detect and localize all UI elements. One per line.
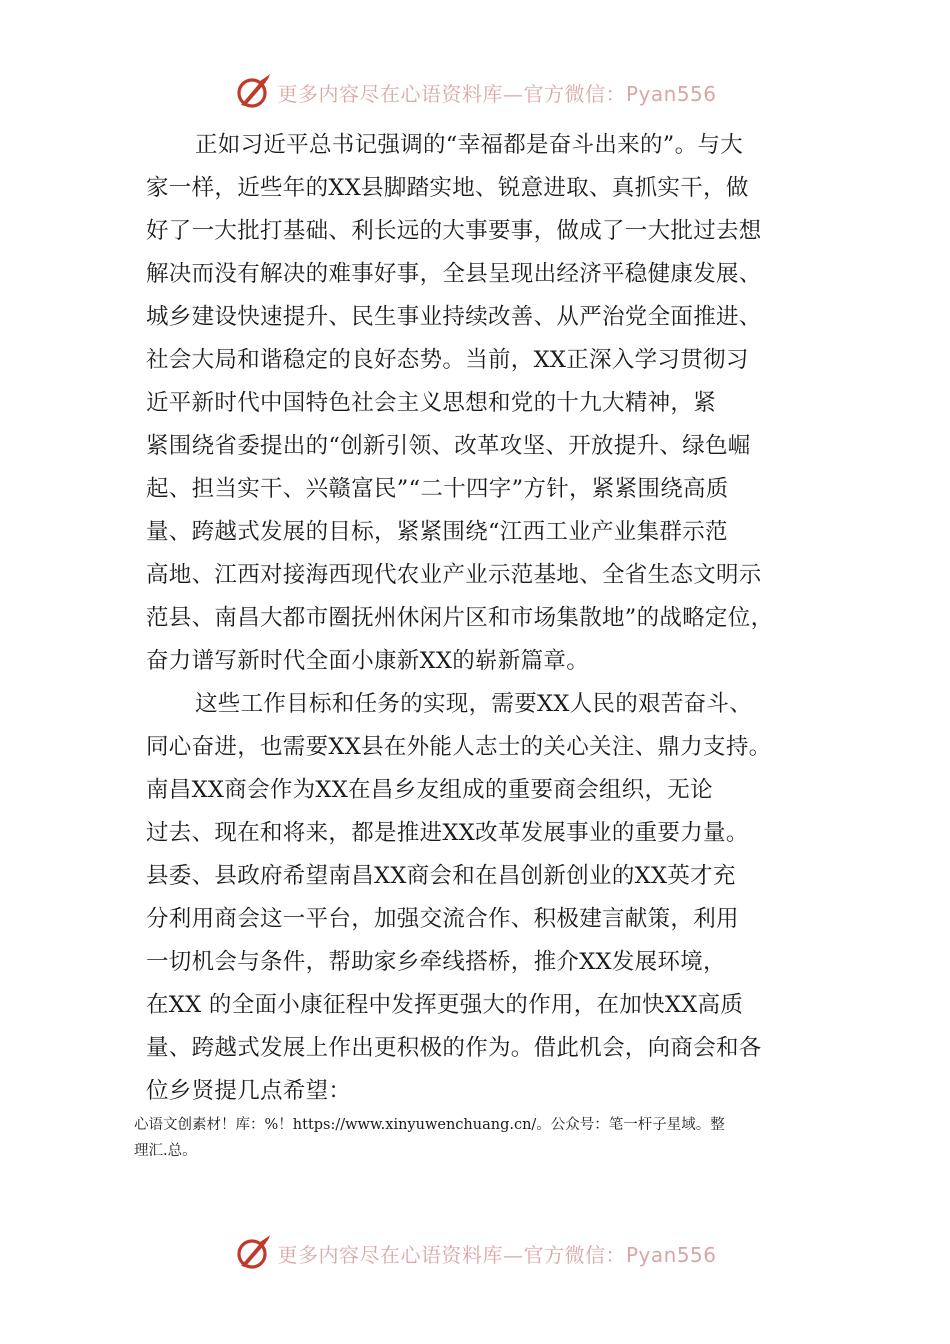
paragraph-line: 高地、江西对接海西现代农业产业示范基地、全省生态文明示 xyxy=(146,562,762,588)
paragraph-line: 家一样，近些年的XX县脚踏实地、锐意进取、真抓实干，做 xyxy=(146,175,749,201)
paragraph-line: 好了一大批打基础、利长远的大事要事，做成了一大批过去想 xyxy=(146,218,762,244)
paragraph-line: 这些工作目标和任务的实现，需要XX人民的艰苦奋斗、 xyxy=(195,691,753,717)
paragraph-line: 过去、现在和将来，都是推进XX改革发展事业的重要力量。 xyxy=(146,820,749,846)
paragraph-line: 量、跨越式发展的目标，紧紧围绕“江西工业产业集群示范 xyxy=(146,519,728,545)
paragraph-line: 位乡贤提几点希望： xyxy=(146,1078,352,1104)
paragraph-line: 紧围绕省委提出的“创新引领、改革攻坚、开放提升、绿色崛 xyxy=(146,433,751,459)
paragraph-line: 范县、南昌大都市圈抚州休闲片区和市场集散地”的战略定位， xyxy=(146,605,774,631)
banner-content xyxy=(233,72,716,112)
paragraph-line: 解决而没有解决的难事好事，全县呈现出经济平稳健康发展、 xyxy=(146,261,762,287)
paragraph-line: 县委、县政府希望南昌XX商会和在昌创新创业的XX英才充 xyxy=(146,863,736,889)
paragraph-line: 量、跨越式发展上作出更积极的作为。借此机会，向商会和各 xyxy=(146,1035,762,1061)
paragraph-line: 分利用商会这一平台，加强交流合作、积极建言献策，利用 xyxy=(146,906,739,932)
banner-wechat-id: Pyan556 xyxy=(625,81,717,106)
footer-note xyxy=(134,1112,834,1164)
paragraph-line: 起、担当实干、兴赣富民”“二十四字”方针，紧紧围绕高质 xyxy=(146,476,729,502)
paragraph-line: 奋力谱写新时代全面小康新XX的崭新篇章。 xyxy=(146,648,590,674)
quill-logo-icon xyxy=(233,1233,273,1273)
paragraph-line: 城乡建设快速提升、民生事业持续改善、从严治党全面推进、 xyxy=(146,304,762,330)
paragraph-line: 社会大局和谐稳定的良好态势。当前，XX正深入学习贯彻习 xyxy=(146,347,749,373)
bottom-banner xyxy=(0,1233,950,1273)
banner-wechat-id: Pyan556 xyxy=(625,1242,717,1267)
banner-content xyxy=(233,1233,716,1273)
banner-text xyxy=(277,1239,716,1268)
footer-line-2: 理汇.总。 xyxy=(134,1143,197,1159)
footer-line-1: 心语文创素材！库：%！https://www.xinyuwenchuang.cn/。公众号：笔一杆子星域。整 xyxy=(134,1117,725,1133)
paragraph-line: 南昌XX商会作为XX在昌乡友组成的重要商会组织，无论 xyxy=(146,777,713,803)
banner-slogan: 更多内容尽在心语资料库—官方微信： xyxy=(277,1242,626,1267)
paragraph-line: 一切机会与条件，帮助家乡牵线搭桥，推介XX发展环境， xyxy=(146,949,726,975)
paragraph-line: 正如习近平总书记强调的“幸福都是奋斗出来的”。与大 xyxy=(195,132,744,158)
top-banner xyxy=(0,72,950,112)
paragraph-line: 同心奋进，也需要XX县在外能人志士的关心关注、鼎力支持。 xyxy=(146,734,772,760)
document-body xyxy=(146,124,836,1113)
banner-slogan: 更多内容尽在心语资料库—官方微信： xyxy=(277,81,626,106)
quill-logo-icon xyxy=(233,72,273,112)
paragraph-line: 近平新时代中国特色社会主义思想和党的十九大精神，紧 xyxy=(146,390,717,416)
banner-text xyxy=(277,78,716,107)
paragraph-line: 在XX 的全面小康征程中发挥更强大的作用，在加快XX高质 xyxy=(146,992,744,1018)
